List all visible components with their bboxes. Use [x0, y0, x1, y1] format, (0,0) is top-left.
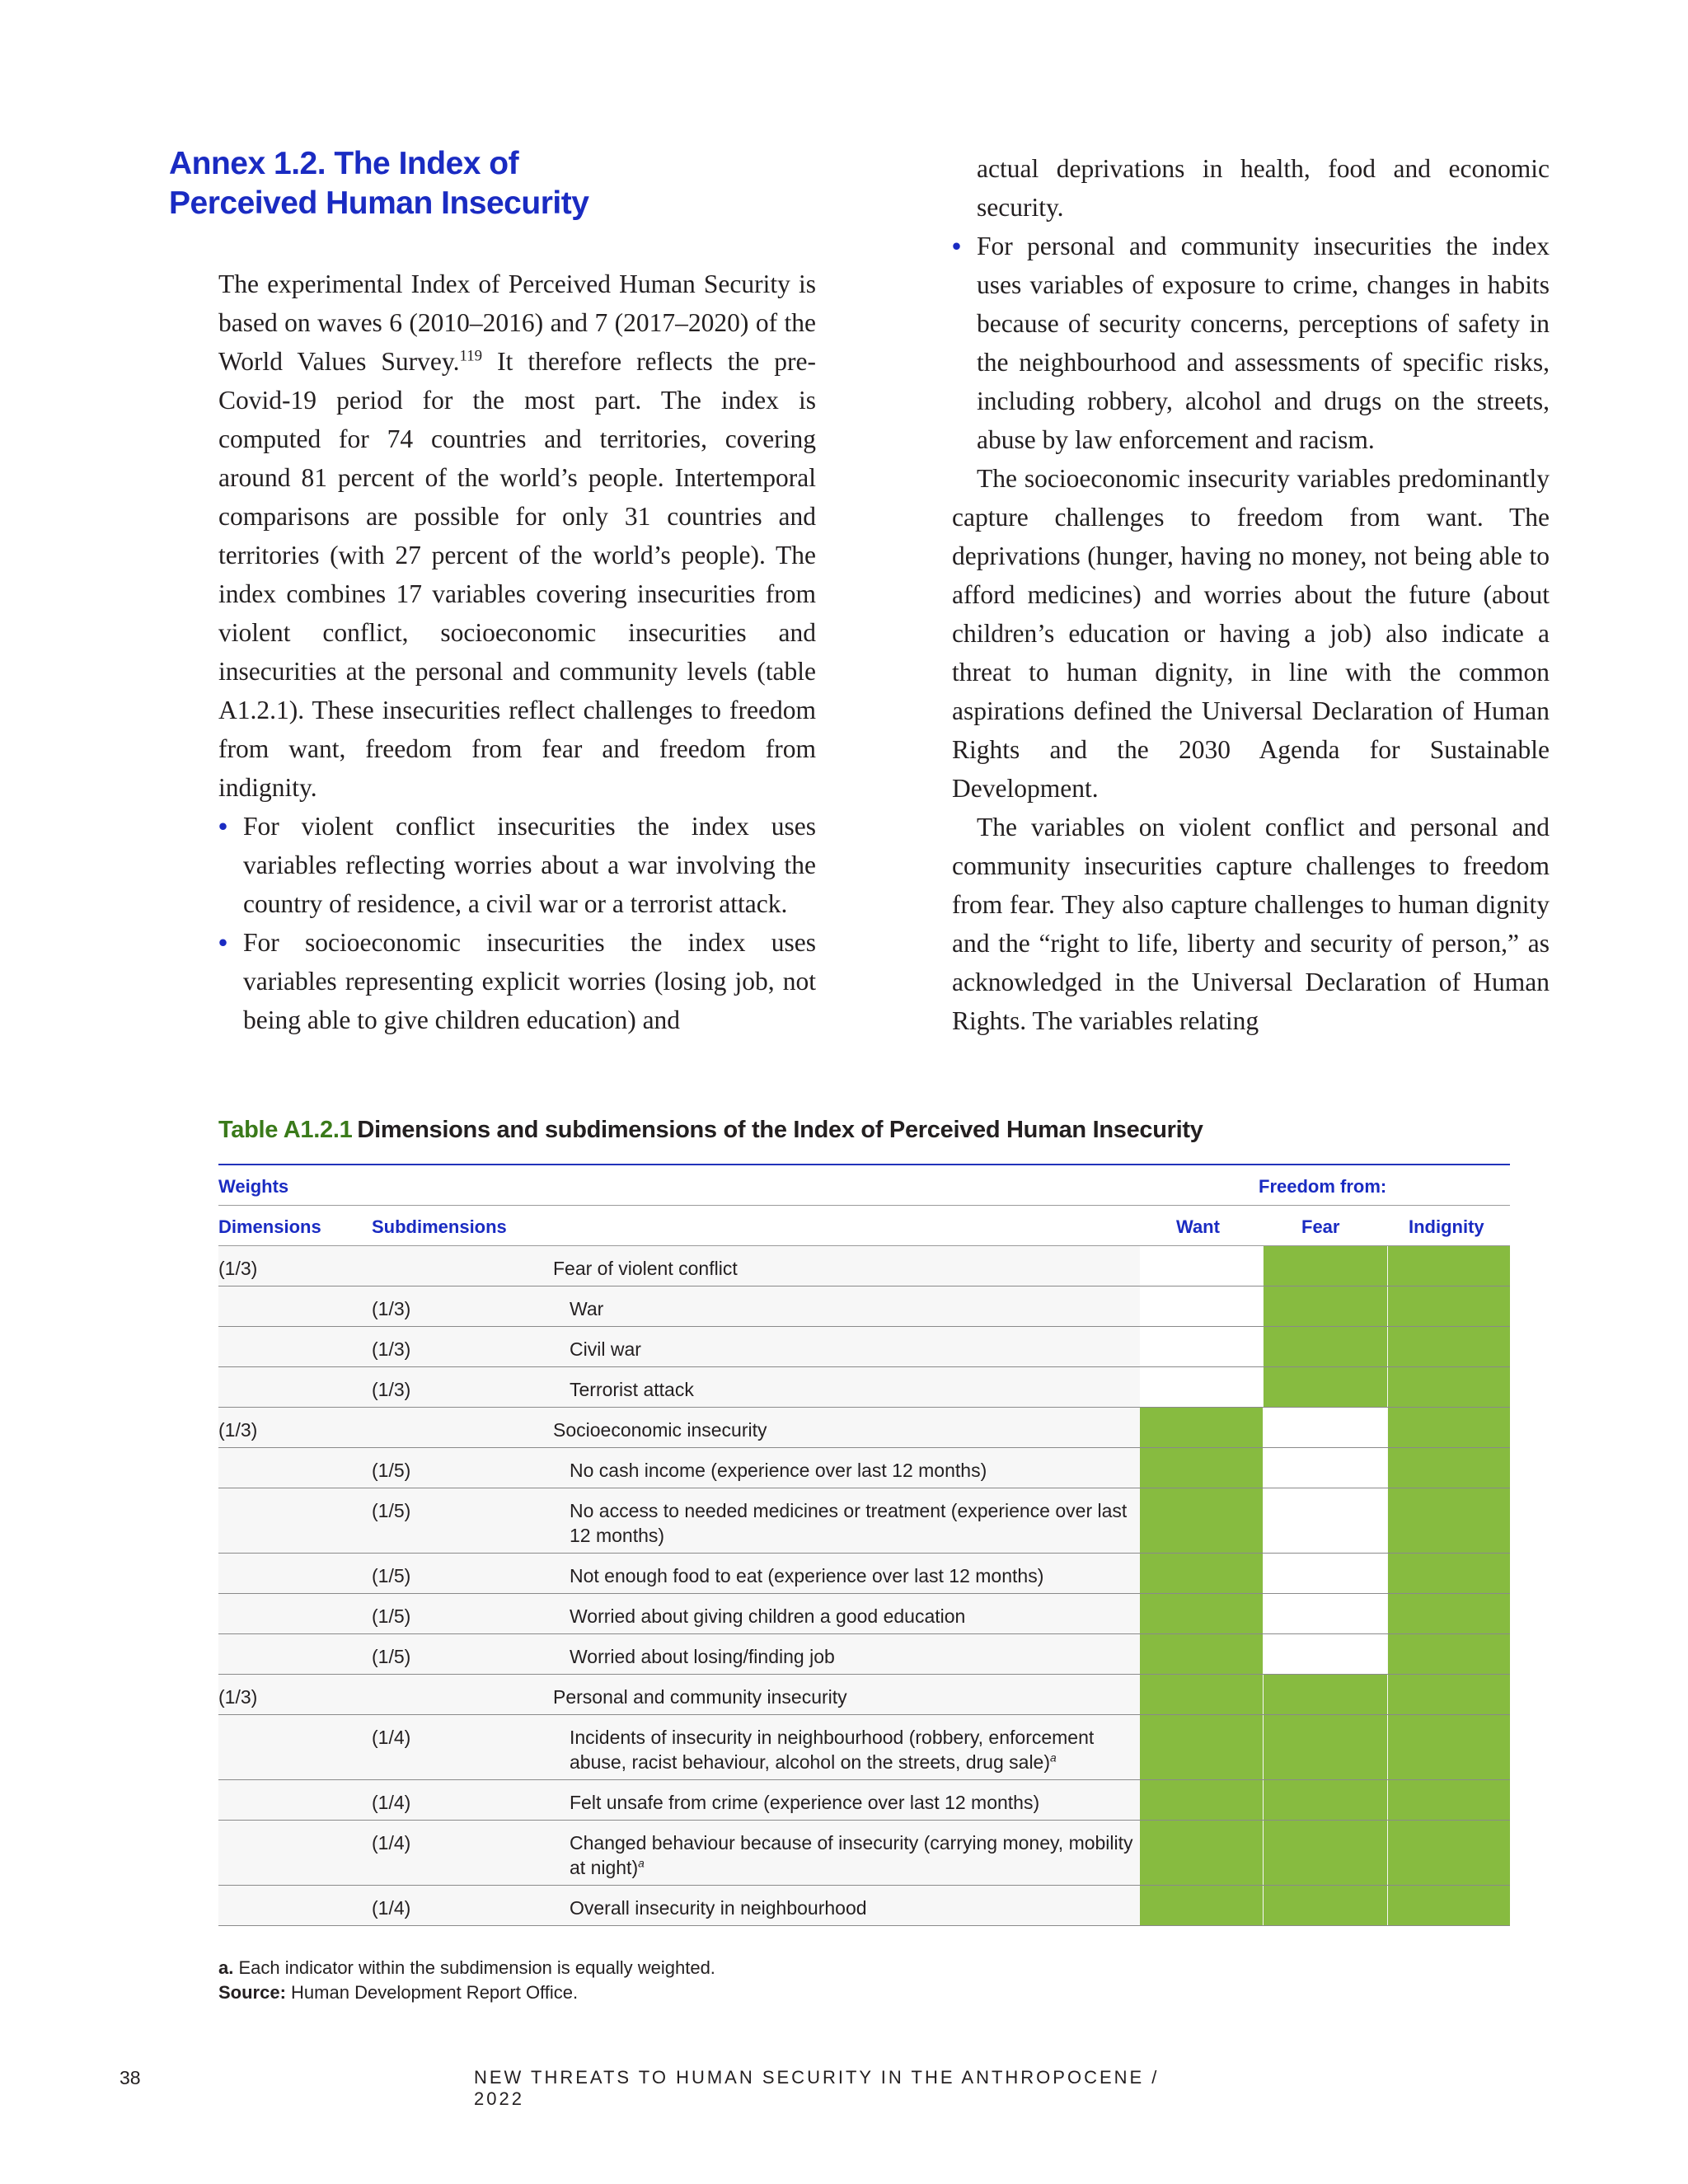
- indignity-cell: [1388, 1634, 1510, 1674]
- fear-cell: [1264, 1821, 1387, 1885]
- table-row: [218, 1488, 1510, 1554]
- annex-title-line2: Perceived Human Insecurity: [169, 185, 589, 221]
- row-label-text: Terrorist attack: [570, 1379, 694, 1400]
- source-text: Human Development Report Office.: [285, 1982, 579, 2003]
- row-label-text: Changed behaviour because of insecurity (carrying money, mobility at night): [570, 1832, 1133, 1878]
- fear-cell: [1264, 1675, 1387, 1714]
- fear-cell: [1264, 1780, 1387, 1820]
- table-row: [218, 1634, 1510, 1675]
- indignity-cell: [1388, 1715, 1510, 1779]
- subdimension-label: [570, 1377, 1138, 1402]
- subdimension-weight: (1/4): [372, 1792, 411, 1813]
- want-cell: [1140, 1408, 1263, 1447]
- intro-text-2: It therefore reflects the pre-Covid-19 period for the most part. The index is computed for 74 countries and territories, covering around 81 percent of the world’s people. Intertemporal comparisons are possible for only 31 countries and territories (with 27 percent of the world’s people). The index combines 17 variables covering insecurities from violent conflict, socioeconomic insecurities and insecurities at the personal and community levels (table A1.2.1). These insecurities reflect challenges to freedom from want, freedom from fear and freedom from indignity.: [218, 347, 816, 802]
- table-row: [218, 1448, 1510, 1488]
- paragraph-violent-conflict: The variables on violent conflict and personal and community insecurities capture challenges to freedom from fear. They also capture challenges to human dignity and the “right to life, liberty and security of person,” as acknowledged in the Universal Declaration of Human Rights. The variables relating: [952, 813, 1550, 1035]
- row-note-marker: a: [1050, 1751, 1057, 1765]
- table-row: [218, 1821, 1510, 1886]
- indignity-cell: [1388, 1675, 1510, 1714]
- subdimension-weight: (1/4): [372, 1727, 411, 1748]
- table-row: [218, 1675, 1510, 1715]
- row-label-text: Personal and community insecurity: [553, 1686, 847, 1708]
- dimensions-table: [218, 1164, 1510, 1926]
- subdimension-label: [570, 1498, 1138, 1548]
- want-cell: [1140, 1821, 1263, 1885]
- want-cell: [1140, 1367, 1263, 1407]
- bullet-personal-community: • For personal and community insecurities the index uses variables of exposure to crime, changes in habits because of security concerns, perceptions of safety in the neighbourhood and assessments of specific risks, including robbery, alcohol and drugs on the streets, abuse by law enforcement and racism.: [952, 227, 1550, 459]
- row-label-text: Incidents of insecurity in neighbourhood (robbery, enforcement abuse, racist behaviour, alcohol on the streets, drug sale): [570, 1727, 1095, 1773]
- indignity-cell: [1388, 1594, 1510, 1633]
- want-cell: [1140, 1886, 1263, 1925]
- subdimension-label: [570, 1563, 1138, 1588]
- subdimension-label: [570, 1644, 1138, 1669]
- footer-title: NEW THREATS TO HUMAN SECURITY IN THE ANTHROPOCENE / 2022: [474, 2067, 1160, 2109]
- table-label: Table A1.2.1: [218, 1117, 353, 1143]
- table-row: [218, 1715, 1510, 1780]
- row-note-marker: a: [638, 1857, 645, 1870]
- footnote-ref: 119: [459, 347, 483, 365]
- row-label-text: Worried about giving children a good education: [570, 1605, 966, 1627]
- indignity-cell: [1388, 1408, 1510, 1447]
- fear-cell: [1264, 1327, 1387, 1366]
- dimension-label: [553, 1256, 1122, 1281]
- table-row: [218, 1594, 1510, 1634]
- indignity-cell: [1388, 1554, 1510, 1593]
- row-label-text: No access to needed medicines or treatment (experience over last 12 months): [570, 1500, 1128, 1546]
- intro-paragraph: [218, 265, 816, 807]
- dimension-weight: (1/3): [218, 1258, 258, 1279]
- dimension-label: [553, 1418, 1122, 1442]
- subdimension-label: [570, 1896, 1138, 1920]
- row-label-text: Worried about losing/finding job: [570, 1646, 835, 1667]
- subdimension-weight: (1/5): [372, 1565, 411, 1586]
- subdimension-weight: (1/5): [372, 1460, 411, 1481]
- paragraph-socioeconomic: The socioeconomic insecurity variables predominantly capture challenges to freedom from want. The deprivations (hunger, having no money, not being able to afford medicines) and worries about the future (about children’s education or having a job) also indicate a threat to human dignity, in line with the common aspirations defined the Universal Declaration of Human Rights and the 2030 Agenda for Sustainable Development.: [952, 464, 1550, 803]
- want-cell: [1140, 1675, 1263, 1714]
- subdimension-weight: (1/5): [372, 1500, 411, 1521]
- fear-cell: [1264, 1448, 1387, 1488]
- fear-cell: [1264, 1367, 1387, 1407]
- subdimension-weight: (1/5): [372, 1646, 411, 1667]
- subdimension-weight: (1/3): [372, 1298, 411, 1319]
- left-column: [218, 265, 816, 1039]
- subdimension-label: [570, 1830, 1138, 1880]
- indignity-cell: [1388, 1327, 1510, 1366]
- table-row: [218, 1367, 1510, 1408]
- bullet-violent-conflict: • For violent conflict insecurities the index uses variables reflecting worries about a war involving the country of residence, a civil war or a terrorist attack.: [218, 807, 816, 923]
- want-cell: [1140, 1554, 1263, 1593]
- dimension-label: [553, 1685, 1122, 1709]
- bullet-socioeconomic: • For socioeconomic insecurities the index uses variables representing explicit worries (losing job, not being able to give children education) and: [218, 923, 816, 1039]
- subdimension-weight: (1/5): [372, 1605, 411, 1627]
- subdimension-weight: (1/3): [372, 1338, 411, 1360]
- table-row: [218, 1554, 1510, 1594]
- annex-title-line1: Annex 1.2. The Index of: [169, 146, 519, 181]
- want-cell: [1140, 1634, 1263, 1674]
- table-row: [218, 1780, 1510, 1821]
- table-row: [218, 1286, 1510, 1327]
- bullet-list-right: [952, 227, 1550, 459]
- indignity-cell: [1388, 1286, 1510, 1326]
- header-freedom-from: Freedom from:: [1259, 1176, 1387, 1197]
- fear-cell: [1264, 1886, 1387, 1925]
- row-label-text: No cash income (experience over last 12 months): [570, 1460, 987, 1481]
- header-fear: Fear: [1301, 1216, 1340, 1237]
- header-want: Want: [1176, 1216, 1220, 1237]
- row-label-text: War: [570, 1298, 604, 1319]
- row-label-text: Civil war: [570, 1338, 641, 1360]
- indignity-cell: [1388, 1246, 1510, 1286]
- indignity-cell: [1388, 1367, 1510, 1407]
- subdimension-label: [570, 1604, 1138, 1629]
- header-dimensions: Dimensions: [218, 1216, 321, 1237]
- want-cell: [1140, 1246, 1263, 1286]
- header-indignity: Indignity: [1409, 1216, 1484, 1237]
- want-cell: [1140, 1715, 1263, 1779]
- want-cell: [1140, 1780, 1263, 1820]
- indignity-cell: [1388, 1448, 1510, 1488]
- table-header-columns: [218, 1206, 1510, 1246]
- table-row: [218, 1408, 1510, 1448]
- indignity-cell: [1388, 1488, 1510, 1553]
- want-cell: [1140, 1327, 1263, 1366]
- intro-text-1: The experimental Index of Perceived Human Security is based on waves 6 (2010–2016) and 7 (2017–2020) of the World Values Survey.: [218, 269, 816, 376]
- want-cell: [1140, 1286, 1263, 1326]
- subdimension-label: [570, 1296, 1138, 1321]
- source-label: Source:: [218, 1982, 286, 2003]
- want-cell: [1140, 1594, 1263, 1633]
- fear-cell: [1264, 1246, 1387, 1286]
- fear-cell: [1264, 1715, 1387, 1779]
- table-body: [218, 1246, 1510, 1926]
- page-number: 38: [120, 2067, 141, 2088]
- row-label-text: Not enough food to eat (experience over last 12 months): [570, 1565, 1044, 1586]
- row-label-text: Fear of violent conflict: [553, 1258, 738, 1279]
- row-label-text: Overall insecurity in neighbourhood: [570, 1897, 867, 1919]
- fear-cell: [1264, 1408, 1387, 1447]
- table-row: [218, 1886, 1510, 1926]
- table-caption: Dimensions and subdimensions of the Index of Perceived Human Insecurity: [357, 1117, 1203, 1143]
- dimension-weight: (1/3): [218, 1686, 258, 1708]
- want-cell: [1140, 1488, 1263, 1553]
- table-notes: [218, 1956, 1455, 2005]
- indignity-cell: [1388, 1821, 1510, 1885]
- subdimension-label: [570, 1458, 1138, 1483]
- subdimension-weight: (1/4): [372, 1897, 411, 1919]
- subdimension-label: [570, 1337, 1138, 1361]
- row-label-text: Felt unsafe from crime (experience over last 12 months): [570, 1792, 1040, 1813]
- row-label-text: Socioeconomic insecurity: [553, 1419, 767, 1441]
- fear-cell: [1264, 1554, 1387, 1593]
- bullet-list: [218, 807, 816, 1039]
- subdimension-label: [570, 1725, 1138, 1774]
- fear-cell: [1264, 1594, 1387, 1633]
- header-subdimensions: Subdimensions: [372, 1216, 507, 1237]
- table-row: [218, 1246, 1510, 1286]
- note-source: [218, 1980, 1455, 2005]
- want-cell: [1140, 1448, 1263, 1488]
- header-weights: Weights: [218, 1176, 289, 1197]
- subdimension-weight: (1/4): [372, 1832, 411, 1854]
- dimension-weight: (1/3): [218, 1419, 258, 1441]
- annex-title: [169, 144, 663, 223]
- table-header-weights: [218, 1165, 1510, 1206]
- note-a-text: Each indicator within the subdimension is equally weighted.: [233, 1957, 715, 1978]
- table-title: [218, 1117, 1537, 1144]
- bullet-socioeconomic-continued: actual deprivations in health, food and economic security.: [977, 154, 1550, 222]
- note-a-label: a.: [218, 1957, 234, 1978]
- subdimension-weight: (1/3): [372, 1379, 411, 1400]
- table-row: [218, 1327, 1510, 1367]
- indignity-cell: [1388, 1886, 1510, 1925]
- fear-cell: [1264, 1634, 1387, 1674]
- subdimension-label: [570, 1790, 1138, 1815]
- right-column: [952, 149, 1550, 1040]
- fear-cell: [1264, 1488, 1387, 1553]
- note-a: [218, 1956, 1455, 1980]
- indignity-cell: [1388, 1780, 1510, 1820]
- fear-cell: [1264, 1286, 1387, 1326]
